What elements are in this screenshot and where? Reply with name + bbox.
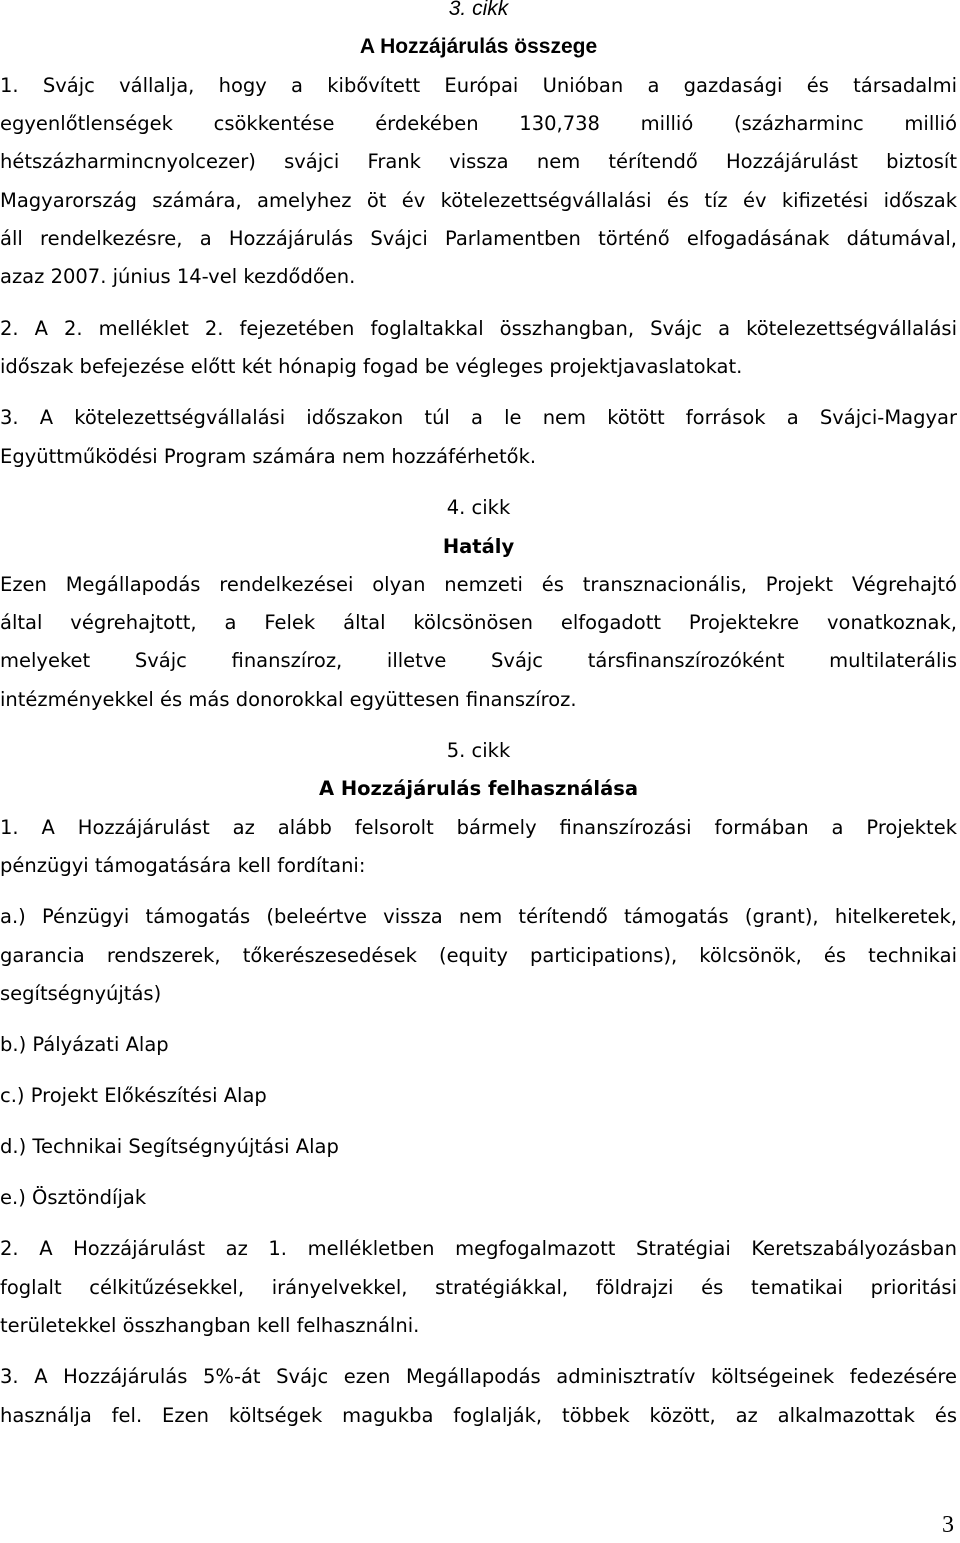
paragraph-line: használja fel. Ezen költségek magukba foglalják, többek között, az alkalmazottak és [0,1404,957,1427]
paragraph-line: területekkel összhangban kell felhasználni. [0,1314,420,1337]
list-item: e.) Ösztöndíjak [0,1186,147,1209]
article-4-title: Hatály [442,535,515,558]
paragraph-line: Együttműködési Program számára nem hozzáférhetők. [0,445,537,468]
list-item: a.) Pénzügyi támogatás (beleértve vissza nem térítendő támogatás (grant), hitelkeretek, [0,905,957,928]
list-item: b.) Pályázati Alap [0,1033,169,1056]
paragraph-line: intézményekkel és más donorokkal együttesen finanszíroz. [0,688,577,711]
paragraph-line: melyeket Svájc finanszíroz, illetve Svájc társfinanszírozóként multilaterális [0,649,957,672]
paragraph-line: azaz 2007. június 14-vel kezdődően. [0,265,356,288]
paragraph-line: pénzügyi támogatására kell fordítani: [0,854,366,877]
paragraph-line: foglalt célkitűzésekkel, irányelvekkel, stratégiákkal, földrajzi és tematikai prioritási [0,1276,957,1299]
paragraph-line: 2. A Hozzájárulást az 1. mellékletben megfogalmazott Stratégiai Keretszabályozásban [0,1237,957,1260]
paragraph-line: Ezen Megállapodás rendelkezései olyan nemzeti és transznacionális, Projekt Végrehajtó [0,573,957,596]
paragraph-line: 3. A kötelezettségvállalási időszakon túl a le nem kötött források a Svájci-Magyar [0,406,957,429]
article-3-number: 3. cikk [448,0,509,20]
paragraph-line: időszak befejezése előtt két hónapig fogad be végleges projektjavaslatokat. [0,355,743,378]
paragraph-line: 3. A Hozzájárulás 5%-át Svájc ezen Megállapodás adminisztratív költségeinek fedezésére [0,1365,957,1388]
article-4-number: 4. cikk [446,496,511,519]
paragraph-line: 2. A 2. melléklet 2. fejezetében foglaltakkal összhangban, Svájc a kötelezettségvállalási [0,317,957,340]
list-item: d.) Technikai Segítségnyújtási Alap [0,1135,339,1158]
list-item: segítségnyújtás) [0,982,162,1005]
paragraph-line: 1. Svájc vállalja, hogy a kibővített Európai Unióban a gazdasági és társadalmi [0,74,957,97]
paragraph-line: egyenlőtlenségek csökkentése érdekében 130,738 millió (százharminc millió [0,112,957,135]
paragraph-line: hétszázharmincnyolcezer) svájci Frank vissza nem térítendő Hozzájárulást biztosít [0,150,957,173]
paragraph-line: által végrehajtott, a Felek által kölcsönösen elfogadott Projektekre vonatkoznak, [0,611,957,634]
paragraph-line: Magyarország számára, amelyhez öt év kötelezettségvállalási és tíz év kifizetési időszak [0,189,957,212]
article-5-title: A Hozzájárulás felhasználása [318,777,639,800]
page-number: 3 [942,1512,954,1538]
article-3-title: A Hozzájárulás összege [359,35,598,58]
list-item: c.) Projekt Előkészítési Alap [0,1084,267,1107]
list-item: garancia rendszerek, tőkerészesedések (equity participations), kölcsönök, és technikai [0,944,957,967]
article-5-number: 5. cikk [446,739,511,762]
paragraph-line: áll rendelkezésre, a Hozzájárulás Svájci Parlamentben történő elfogadásának dátumával, [0,227,957,250]
paragraph-line: 1. A Hozzájárulást az alább felsorolt bármely finanszírozási formában a Projektek [0,816,957,839]
